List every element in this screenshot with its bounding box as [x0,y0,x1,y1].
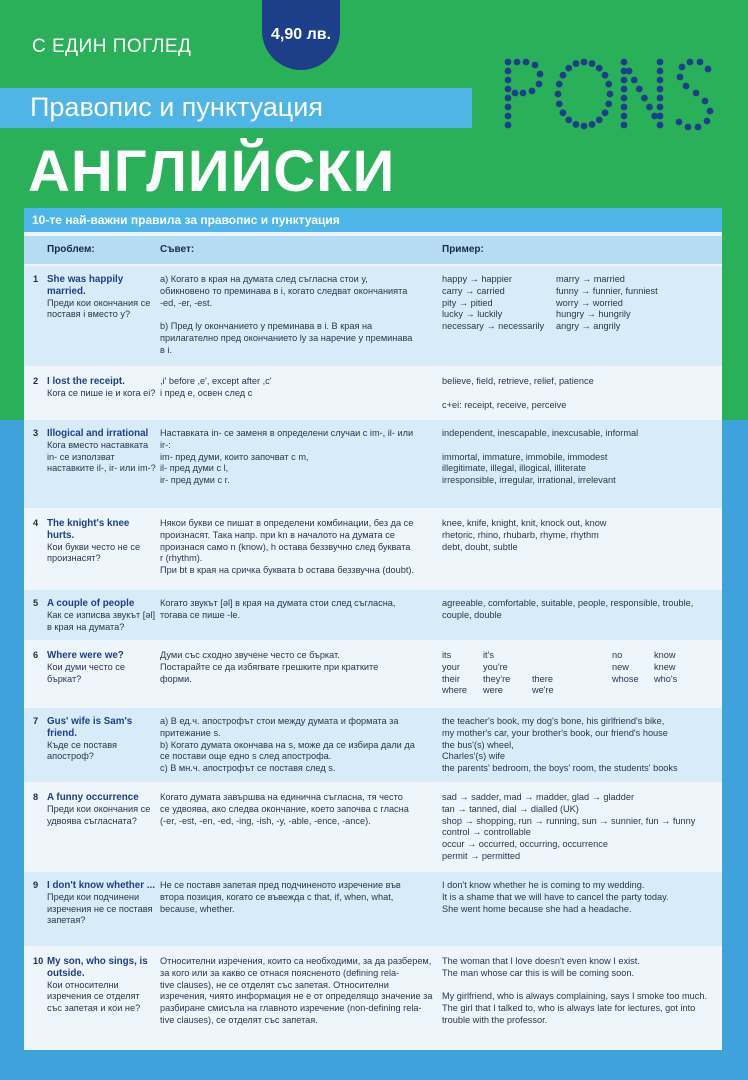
rule-problem [47,598,157,633]
column-headers [24,236,722,264]
word-item: its [442,650,452,660]
example-line: c+ei: receipt, receive, perceive [442,399,567,410]
rule-number: 3 [33,428,39,438]
rule-row [24,590,722,640]
example-line: couple, double [442,609,502,620]
advice-line: се постави още едно s след апострофа. [160,751,332,762]
advice-line: втора позиция, когато се въвежда с that, if, when, what, [160,891,394,902]
word-item: we're [532,685,554,696]
example-line: illegitimate, illegal, illogical, illiterate [442,463,586,474]
rule-advice [160,518,432,577]
rule-example [442,650,722,697]
example-line: the parents' bedroom, the boys' room, the students' books [442,763,678,774]
column-header-advice: Съвет: [160,244,195,255]
rule-question: Преди кои подчинени изречения не се поставя запетая? [47,891,153,926]
rule-number: 8 [33,792,39,802]
example-line: happy → happier [442,274,512,284]
example-line: The man whose car this is will be coming soon. [442,967,634,978]
advice-line: tive clauses), се отделят със запетая. [160,1014,318,1025]
advice-line: ,i' before ,e', except after ,c' [160,376,272,386]
rule-number: 1 [33,274,39,284]
rule-number: 2 [33,376,39,386]
example-line: marry → married [556,274,625,284]
example-line: trouble with the professor. [442,1014,548,1025]
rule-question: Преди кои окончания се поставя i вместо y? [47,297,151,320]
advice-line: за кого или за какво се отнася поясненото (defining rela- [160,967,400,978]
rule-question: Кои думи често се бъркат? [47,661,125,684]
word-item: no [612,650,623,660]
advice-line: Когато звукът [əl] в края на думата стои след съгласна, [160,598,396,608]
example-line: shop → shopping, run → running, sun → sunnier, fun → funny [442,815,696,826]
column-header-example: Пример: [442,244,484,255]
advice-line [160,309,432,321]
rule-question: Кога се пише ie и кога ei? [47,387,156,398]
rule-title: Where were we? [47,650,124,661]
example-line: believe, field, retrieve, relief, patience [442,376,594,386]
rule-advice [160,956,432,1027]
example-line [442,388,722,400]
advice-line: Относителни изречения, които са необходими, за да разберем, [160,956,432,966]
rule-advice [160,880,432,915]
advice-line: обикновено то преминава в i, когато следват окончанията [160,285,408,296]
word-item: their [442,673,460,684]
rule-advice [160,650,432,685]
rule-question: Кога вместо наставката in- се използват наставките il-, ir- или im-? [47,439,156,474]
advice-line: се удвоява, ако следва окончание, което започва с гласна [160,803,409,814]
rule-title: Illogical and irrational [47,428,149,439]
advice-line: because, whether. [160,903,235,914]
example-line: pity → pitied [442,297,493,308]
rules-panel [24,208,722,1050]
example-line: control → controllable [442,827,531,838]
rule-title: She was happily married. [47,274,124,297]
rule-title: The knight's knee hurts. [47,518,130,541]
example-line: sad → sadder, mad → madder, glad → gladder [442,792,635,802]
rule-advice [160,792,432,827]
advice-line: Думи със сходно звучене често се бъркат. [160,650,340,660]
rule-example [442,792,722,863]
rule-problem [47,274,157,321]
example-line: rhetoric, rhino, rhubarb, rhyme, rhythm [442,529,599,540]
advice-line: При bt в края на сричка буквата b остава беззвучна (doubt). [160,565,415,576]
rule-row [24,266,722,366]
advice-line: c) В мн.ч. апострофът се поставя след s. [160,763,336,774]
word-item: knew [654,661,676,672]
rule-example [442,956,722,1027]
word-item: there [532,673,553,684]
advice-line: b) Пред ly окончанието y преминава в i. В края на [160,321,373,332]
rule-number: 7 [33,716,39,726]
advice-line: Когато думата завършва на единична съгласна, тя често [160,792,403,802]
rule-problem [47,956,157,1015]
rule-row [24,642,722,706]
rule-number: 10 [33,956,44,966]
rule-example [442,376,722,411]
example-line: immortal, immature, immobile, immodest [442,451,608,462]
word-item: you're [483,661,508,672]
example-line: Charles'(s) wife [442,751,506,762]
example-line: knee, knife, knight, knit, knock out, know [442,518,607,528]
example-line [442,980,722,992]
rule-problem [47,376,157,400]
advice-line: -ed, -er, -est. [160,297,213,308]
advice-line: произнася само n (know), h остава беззвучно след буквата [160,541,411,552]
price-badge: 4,90 лв. [262,0,340,70]
example-line: funny → funnier, funniest [556,285,658,296]
rule-title: I lost the receipt. [47,376,125,387]
advice-line: произнасят. Така напр. при kn в началото на думата се [160,529,395,540]
example-line: I don't know whether he is coming to my wedding. [442,880,645,890]
advice-line: тогава се пише -le. [160,609,241,620]
rule-advice [160,376,432,400]
series-label: С ЕДИН ПОГЛЕД [32,36,192,57]
rule-row [24,420,722,508]
advice-line: а) Когато в края на думата след съгласна стои y, [160,274,368,284]
advice-line: притежание s. [160,727,221,738]
example-line: angry → angrily [556,321,621,332]
word-item: whose [612,673,639,684]
rule-number: 9 [33,880,39,890]
rule-question: Кои букви често не се произнасят? [47,541,141,564]
rule-row [24,872,722,946]
rule-title: A couple of people [47,598,135,609]
advice-line: разбиране смисъла на главното изречение (non-defining rela- [160,1003,422,1014]
rule-problem [47,792,157,827]
rule-number: 5 [33,598,39,608]
rule-example [442,598,722,622]
rule-problem [47,880,157,927]
rule-advice [160,716,432,775]
advice-line: форми. [160,673,192,684]
example-line: The woman that I love doesn't even know I exist. [442,956,640,966]
example-line: irresponsible, irregular, irrational, irrelevant [442,475,616,486]
rule-question: Преди кои окончания се удвоява съгласната? [47,803,151,826]
word-item: who's [654,673,678,684]
advice-line: tive clauses), не се отделят със запетая. Относителни [160,979,389,990]
word-item: were [483,685,503,696]
panel-heading: 10-те най-важни правила за правопис и пунктуация [24,208,722,232]
rule-question: Кои относителни изречения се отделят със запетая и кои не? [47,979,141,1014]
example-line: the bus'(s) wheel, [442,739,514,750]
rule-example [442,428,722,487]
advice-line: ir- пред думи с r. [160,475,230,486]
column-header-problem: Проблем: [47,244,95,255]
advice-line: Не се поставя запетая пред подчиненото изречение във [160,880,401,890]
rule-problem [47,428,157,475]
rule-example [442,880,722,915]
rule-example [442,518,722,553]
example-line: My girlfriend, who is always complaining, says I smoke too much. [442,991,708,1002]
example-line: permit → permitted [442,850,521,861]
advice-line: в i. [160,344,173,355]
word-item: know [654,650,676,660]
example-line: my mother's car, your brother's book, our friend's house [442,727,668,738]
rule-problem [47,518,157,565]
example-line: carry → carried [442,285,505,296]
rule-row [24,948,722,1046]
example-line: worry → worried [556,297,623,308]
example-line: tan → tanned, dial → dialled (UK) [442,803,579,814]
rule-row [24,368,722,418]
advice-line: Постарайте се да избягвате грешките при кратките [160,661,379,672]
rule-title: Gus' wife is Sam's friend. [47,716,133,739]
advice-line: Някои букви се пишат в определени комбинации, без да се [160,518,414,528]
advice-line: b) Когато думата окончава на s, може да се избира дали да [160,739,415,750]
rule-advice [160,274,432,357]
advice-line: il- пред думи с l, [160,463,229,474]
example-line: She went home because she had a headache. [442,903,632,914]
rule-title: A funny occurrence [47,792,139,803]
rule-question: Къде се поставя апостроф? [47,739,118,762]
rule-example [442,274,722,333]
example-line: occur → occurred, occurring, occurrence [442,839,608,850]
rule-number: 4 [33,518,39,528]
example-line: the teacher's book, my dog's bone, his girlfriend's bike, [442,716,665,726]
advice-line: i пред e, освен след c [160,387,253,398]
advice-line: изречения, чиято информация не е от определящо значение за [160,991,433,1002]
example-line: The girl that I talked to, who is always late for lectures, got into [442,1003,696,1014]
example-line: necessary → necessarily [442,321,545,332]
rule-question: Как се изписва звукът [əl] в края на думата? [47,609,156,632]
rule-problem [47,716,157,763]
advice-line: а) В ед.ч. апострофът стои между думата и формата за [160,716,399,726]
example-line: lucky → luckily [442,309,503,320]
example-line: It is a shame that we will have to cancel the party today. [442,891,669,902]
example-line [442,440,722,452]
word-item: they're [483,673,511,684]
advice-line: r (rhythm). [160,553,203,564]
advice-line: ir-: [160,439,171,450]
advice-line: (-er, -est, -en, -ed, -ing, -ish, -y, -able, -ence, -ance). [160,815,371,826]
advice-line: прилагателно пред окончанието ly за наречие y преминава [160,332,413,343]
pons-logo [502,56,722,134]
subtitle: Правопис и пунктуация [30,92,323,122]
rule-title: My son, who sings, is outside. [47,956,148,979]
word-item: it's [483,650,494,660]
rule-row [24,708,722,782]
rule-example [442,716,722,775]
rule-advice [160,428,432,487]
rule-number: 6 [33,650,39,660]
word-item: new [612,661,629,672]
word-item: where [442,685,468,696]
rule-problem [47,650,157,685]
example-line: agreeable, comfortable, suitable, people, responsible, trouble, [442,598,694,608]
rule-row [24,510,722,588]
advice-line: im- пред думи, които започват с m, [160,451,309,462]
rule-row [24,784,722,870]
word-item: your [442,661,460,672]
rule-advice [160,598,432,622]
example-line: debt, doubt, subtle [442,541,518,552]
advice-line: Наставката in- се заменя в определени случаи с im-, il- или [160,428,414,438]
example-line: hungry → hungrily [556,309,631,320]
rule-title: I don't know whether ... [47,880,155,891]
example-line: independent, inescapable, inexcusable, informal [442,428,639,438]
page-title: АНГЛИЙСКИ [28,139,396,204]
